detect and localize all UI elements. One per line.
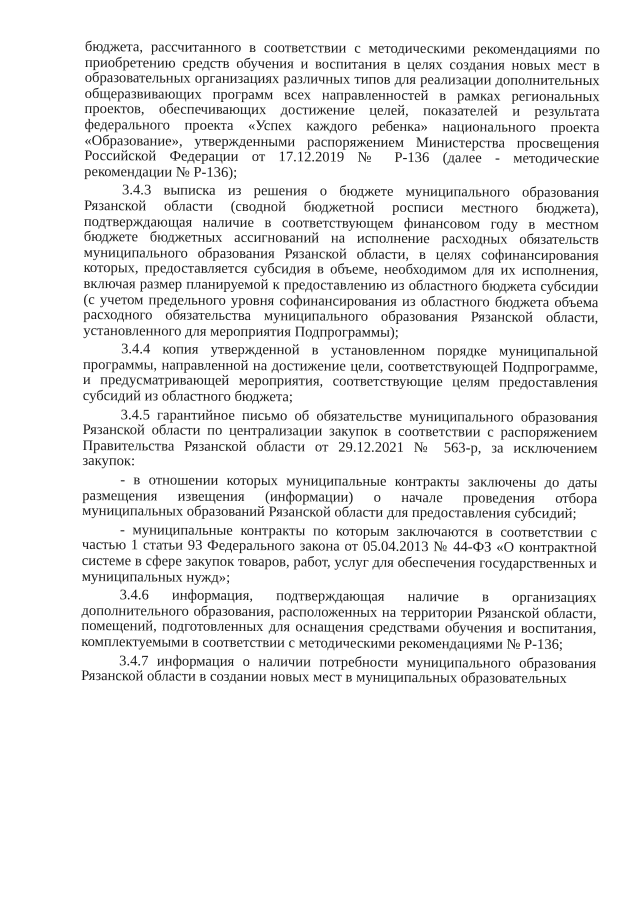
paragraph-3-4-4: 3.4.4 копия утвержденной в установленном порядке муниципальной программы, направленной на достижение цели, соответствующей Подпрограмме, и предусматривающей мероприятия, соответствующие целям предоставления субсидий из областного бюджета; bbox=[82, 341, 599, 406]
paragraph-3-4-6: 3.4.6 информация, подтверждающая наличие в организациях дополнительного образования, расположенных на территории Рязанской области, помещений, подготовленных для оснащения средствами обучения и воспитания, комплектуемыми в соответствии с методическими рекомендациями № Р-136; bbox=[81, 587, 597, 653]
document-page bbox=[81, 40, 600, 688]
paragraph-budget-calculation: бюджета, рассчитанного в соответствии с методическими рекомендациями по приобретению средств обучения и воспитания в целях создания новых мест в образовательных организациях различных типов для реализации дополнительных общеразвивающих программ всех направленностей в рамках региональных проектов, обеспечивающих достижение целей, показателей и результата федерального проекта «Успех каждого ребенка» национального проекта «Образование», утвержденными распоряжением Министерства просвещения Российской Федерации от 17.12.2019 № Р-136 (далее - методические рекомендации № Р-136); bbox=[84, 39, 600, 181]
paragraph-exception-law-44-fz: - муниципальные контракты по которым заключаются в соответствии с частью 1 статьи 93 Федерального закона от 05.04.2013 № 44-ФЗ «О контрактной системе в сфере закупок товаров, работ, услуг для обеспечения государственных и муниципальных нужд»; bbox=[81, 522, 598, 586]
paragraph-3-4-7: 3.4.7 информация о наличии потребности муниципального образования Рязанской области в создании новых мест в муниципальных образовательных bbox=[81, 652, 597, 688]
paragraph-3-4-3: 3.4.3 выписка из решения о бюджете муниципального образования Рязанской области (сводной бюджетной росписи местного бюджета), подтверждающая наличие в соответствующем финансовом году в местном бюджете бюджетных ассигнований на исполнение расходных обязательств муниципального образования Рязанской области, в целях софинансирования которых, предоставляется субсидия в объеме, необходимом для их исполнения, включая размер планируемой к предоставлению из областного бюджета субсидии (с учетом предельного уровня софинансирования из областного бюджета объема расходного обязательства муниципального образования Рязанской области, установленного для мероприятия Подпрограммы); bbox=[83, 182, 600, 341]
paragraph-exception-contracts-before-notice: - в отношении которых муниципальные контракты заключены до даты размещения извещения (информации) о начале проведения отбора муниципальных образований Рязанской области для предоставления субсидий; bbox=[82, 472, 598, 523]
paragraph-3-4-5: 3.4.5 гарантийное письмо об обязательстве муниципального образования Рязанской области по централизации закупок в соответствии с распоряжением Правительства Рязанской области от 29.12.2021 № 563-р, за исключением закупок: bbox=[82, 406, 598, 470]
